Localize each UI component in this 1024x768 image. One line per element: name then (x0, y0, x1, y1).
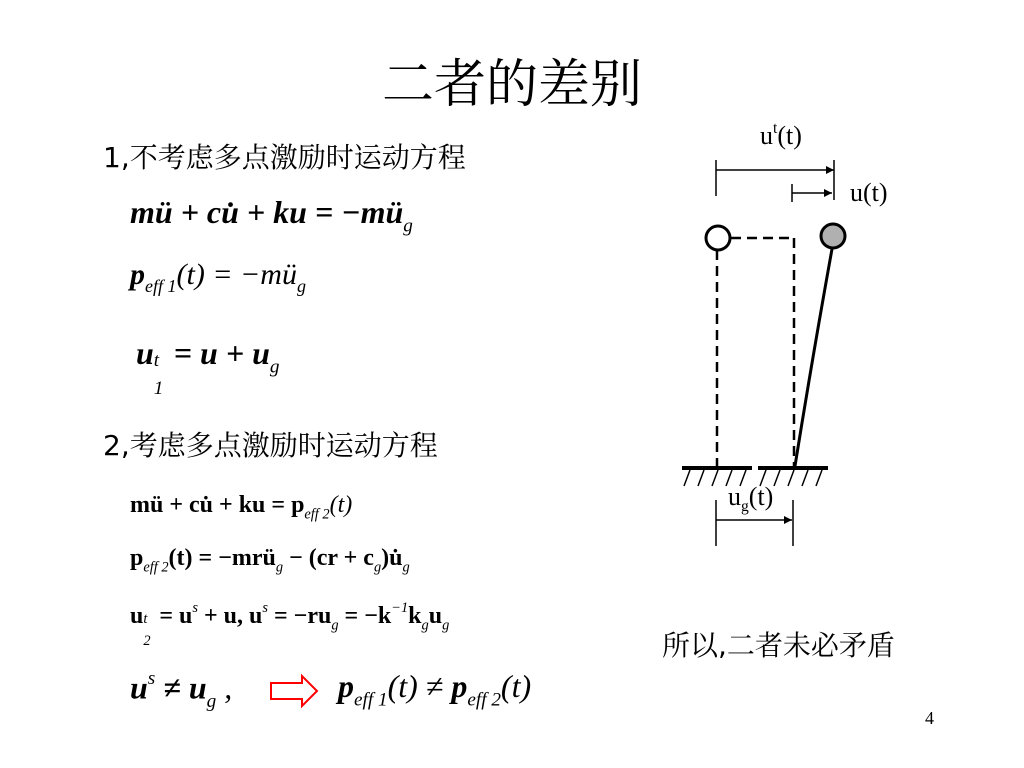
peff-inequality: $p_{eff 1}(t) \ne p_{eff 2}(t)$ (338, 668, 532, 711)
deflected-column (795, 249, 832, 466)
section2-equation-displacement: u t 2 = $u^s + u$, $u^s = -ru_g = -k^{-1}k_gu_g$ (130, 600, 450, 649)
section1-equation-peff: $p_{eff 1}(t)$ = $-mü_g$ (130, 258, 306, 297)
section2-equation-peff: $p_{eff 2}(t)$ = −mrü$_g$ − $(cr + c_g)u̇_g$ (130, 545, 410, 576)
section1-equation-motion: mü + cu̇ + ku = $-mü_g$ (130, 194, 413, 237)
section2-equation-conclusion: $u^s \ne u_g$ , (130, 668, 233, 713)
label-relative-displacement: u(t) (850, 178, 888, 207)
section2-heading: 2,考虑多点激励时运动方程 (103, 429, 438, 462)
label-total-displacement: $u^t(t)$ (760, 120, 802, 150)
section1-heading: 1,不考虑多点激励时运动方程 (103, 141, 466, 174)
relative-displacement-dimension (792, 184, 832, 202)
page-title: 二者的差别 (381, 55, 642, 115)
conclusion-text: 所以,二者未必矛盾 (662, 629, 895, 662)
implies-arrow-icon (271, 676, 317, 706)
mass-original (706, 226, 730, 250)
section2-equation-motion: mü + cu̇ + ku = $p_{eff 2}(t)$ (130, 492, 353, 523)
section1-equation-total-displacement: u t 1 = $u + u_g$ (136, 335, 280, 399)
page-number: 4 (925, 708, 934, 728)
total-displacement-dimension (716, 160, 834, 200)
label-ground-displacement: $u_g(t)$ (728, 482, 774, 516)
mass-displaced (821, 224, 845, 248)
